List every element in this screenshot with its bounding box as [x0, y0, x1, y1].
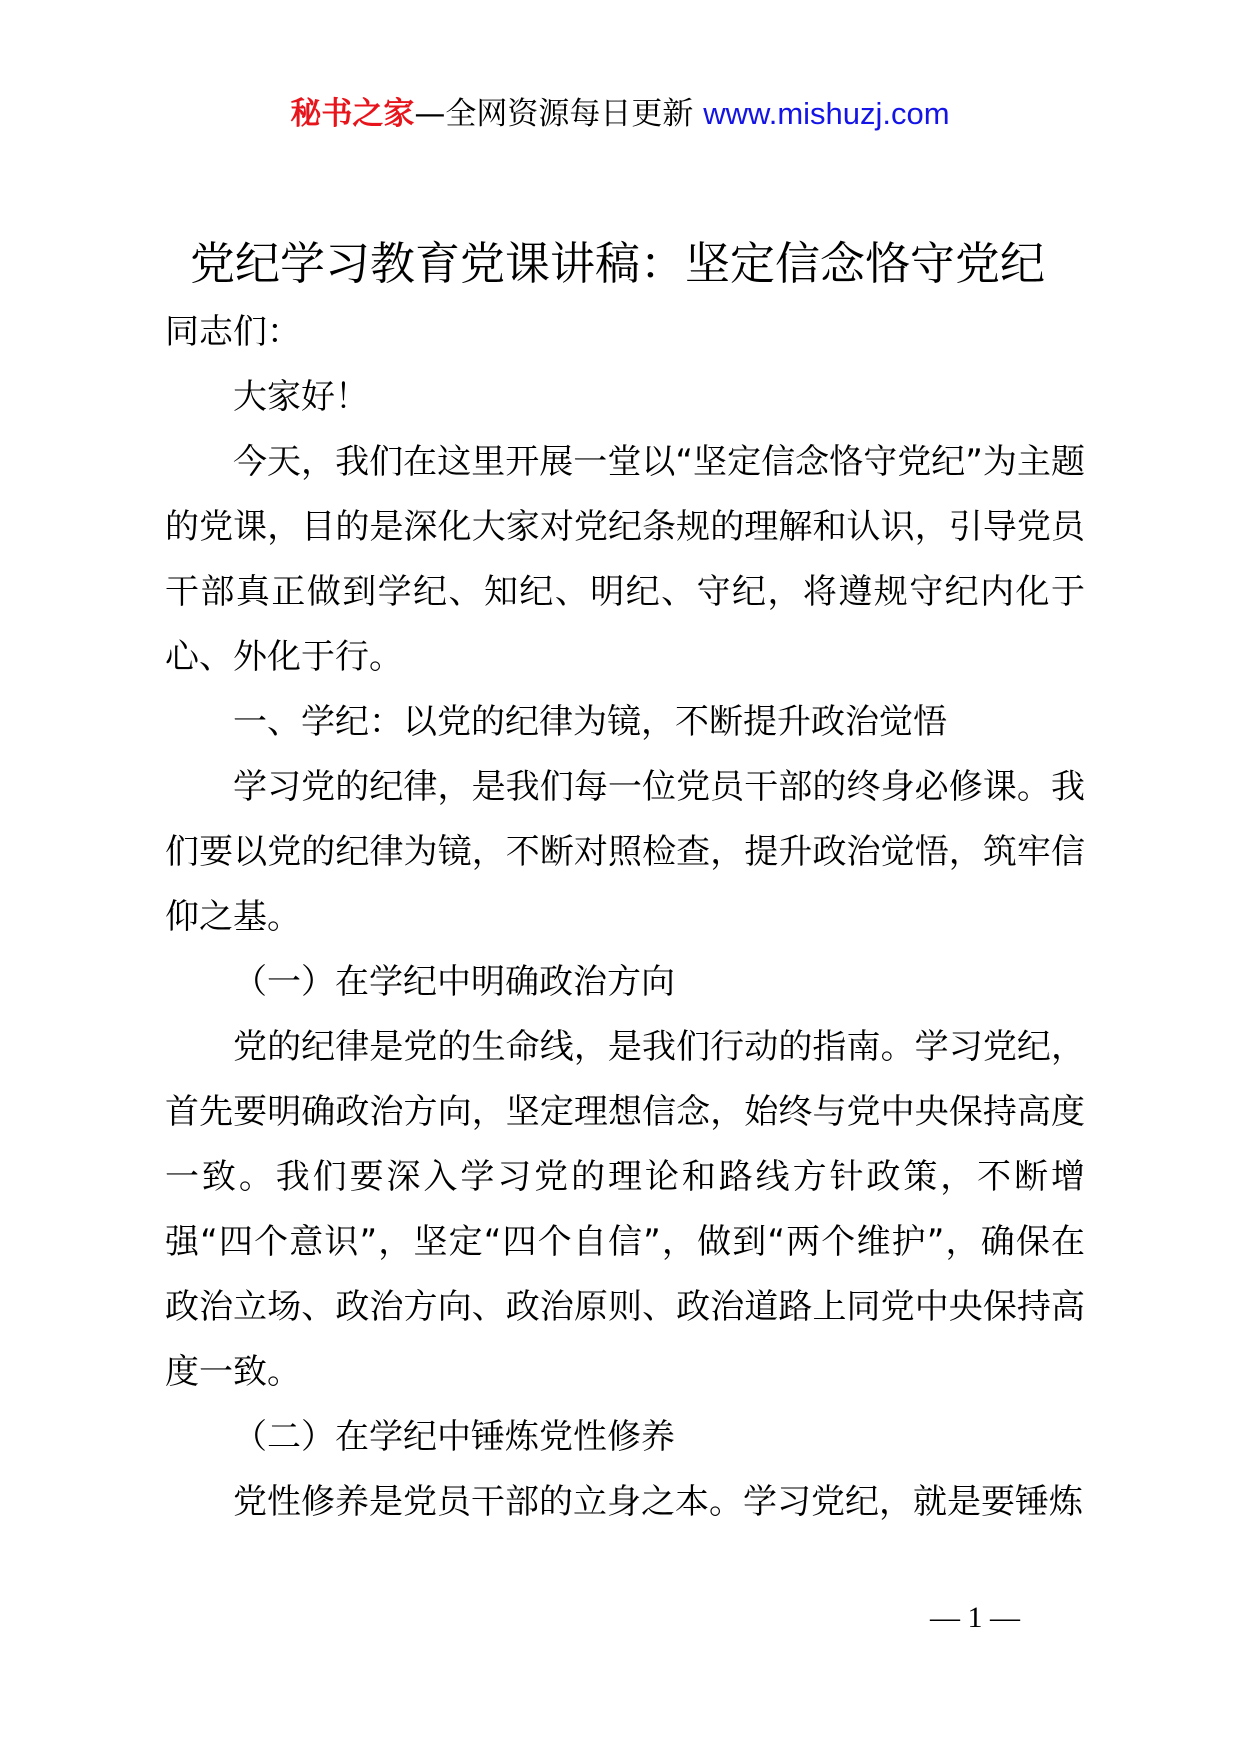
- site-brand: 秘书之家: [290, 96, 415, 132]
- document-title: 党纪学习教育党课讲稿：坚定信念恪守党纪: [190, 237, 1046, 290]
- salutation: 同志们：: [165, 312, 301, 352]
- subsection-paragraph: 党的纪律是党的生命线，是我们行动的指南。学习党纪，首先要明确政治方向，坚定理想信念，始终与党中央保持高度一致。我们要深入学习党的理论和路线方针政策，不断增强“四个意识”，坚定“四个自信”，做到“两个维护”，确保在政治立场、政治方向、政治原则、政治道路上同党中央保持高度一致。: [165, 1027, 1085, 1392]
- site-banner: [0, 94, 1240, 134]
- site-tagline: —全网资源每日更新: [414, 96, 704, 132]
- section-heading: 一、学纪：以党的纪律为镜，不断提升政治觉悟: [233, 702, 947, 742]
- intro-paragraph: 今天，我们在这里开展一堂以“坚定信念恪守党纪”为主题的党课，目的是深化大家对党纪条规的理解和认识，引导党员干部真正做到学纪、知纪、明纪、守纪，将遵规守纪内化于心、外化于行。: [165, 442, 1085, 677]
- subsection-heading: （二）在学纪中锤炼党性修养: [233, 1417, 675, 1457]
- subsection-heading: （一）在学纪中明确政治方向: [233, 962, 675, 1002]
- section-paragraph: 学习党的纪律，是我们每一位党员干部的终身必修课。我们要以党的纪律为镜，不断对照检查，提升政治觉悟，筑牢信仰之基。: [165, 767, 1085, 937]
- site-url[interactable]: www.mishuzj.com: [703, 96, 950, 131]
- greeting: 大家好！: [233, 377, 369, 417]
- document-body: [165, 300, 1085, 1535]
- subsection-paragraph: 党性修养是党员干部的立身之本。学习党纪，就是要锤炼: [233, 1482, 1083, 1522]
- page-number: — 1 —: [930, 1601, 1020, 1634]
